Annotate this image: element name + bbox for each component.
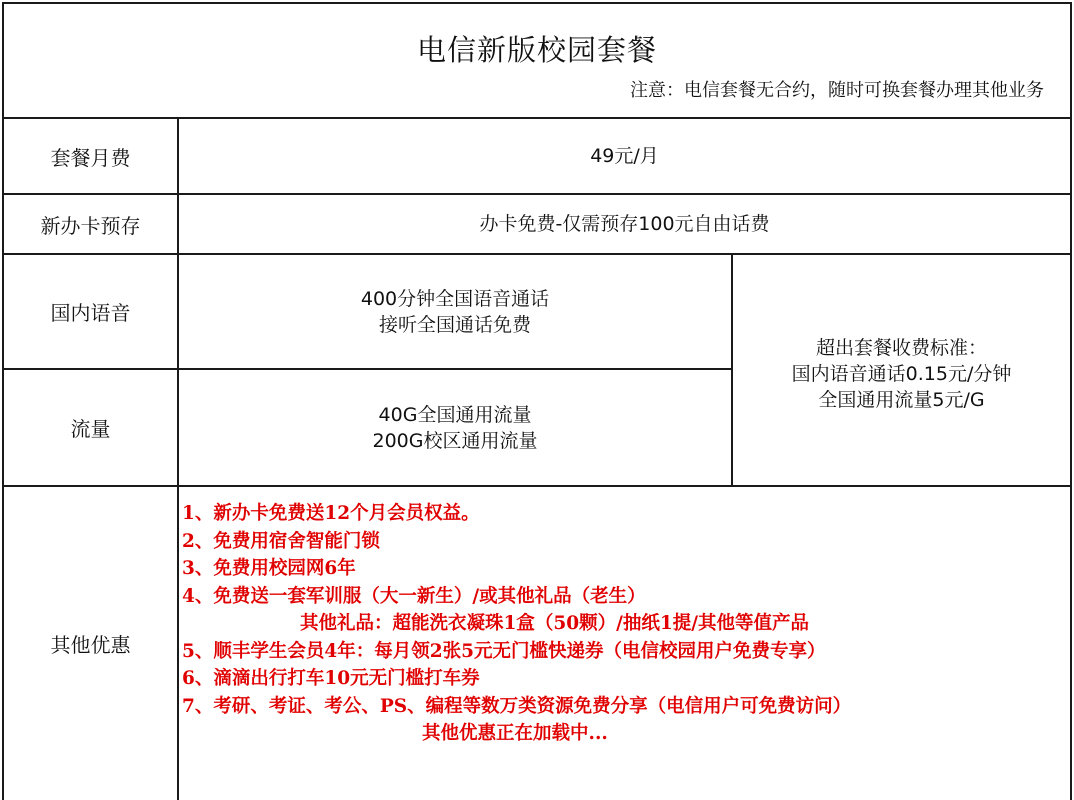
data-line-1: 40G全国通用流量 (378, 403, 532, 426)
list-item: 5、顺丰学生会员4年：每月领2张5元无门槛快递券（电信校园用户免费专享） (182, 640, 826, 662)
new-card-label: 新办卡预存 (40, 213, 141, 238)
border-right (1070, 2, 1072, 800)
list-item: 其他优惠正在加载中... (422, 723, 608, 744)
overage-line-2: 国内语音通话0.15元/分钟 (791, 363, 1012, 385)
data-label: 流量 (70, 417, 111, 441)
other-perks-list (182, 500, 1062, 748)
data-line-2: 200G校区通用流量 (372, 429, 538, 452)
list-item: 6、滴滴出行打车10元无门槛打车券 (182, 668, 480, 689)
voice-value (179, 255, 731, 368)
voice-line-1: 400分钟全国语音通话 (360, 287, 550, 310)
voice-label: 国内语音 (50, 301, 131, 325)
list-item: 1、新办卡免费送12个月会员权益。 (182, 503, 480, 524)
list-item: 3、免费用校园网6年 (182, 558, 356, 579)
other-perks-label: 其他优惠 (50, 633, 131, 657)
overage-line-3: 全国通用流量5元/G (818, 389, 985, 411)
page-title: 电信新版校园套餐 (416, 32, 657, 67)
list-item: 2、免费用宿舍智能门锁 (182, 530, 380, 552)
list-item: 4、免费送一套军训服（大一新生）/或其他礼品（老生） (182, 585, 646, 607)
new-card-value: 办卡免费-仅需预存100元自由话费 (479, 213, 770, 235)
border-top (2, 2, 1072, 4)
overage-line-1: 超出套餐收费标准： (815, 337, 987, 359)
monthly-fee-value: 49元/月 (590, 145, 659, 167)
contract-note: 注意：电信套餐无合约，随时可换套餐办理其他业务 (630, 80, 1044, 101)
voice-line-2: 接听全国通话免费 (378, 313, 531, 336)
data-value (179, 370, 731, 485)
overage-value (733, 255, 1070, 485)
list-item: 其他礼品：超能洗衣凝珠1盒（50颗）/抽纸1提/其他等值产品 (300, 613, 810, 634)
monthly-fee-label: 套餐月费 (50, 145, 131, 170)
list-item: 7、考研、考证、考公、PS、编程等数万类资源免费分享（电信用户可免费访问） (182, 695, 852, 717)
